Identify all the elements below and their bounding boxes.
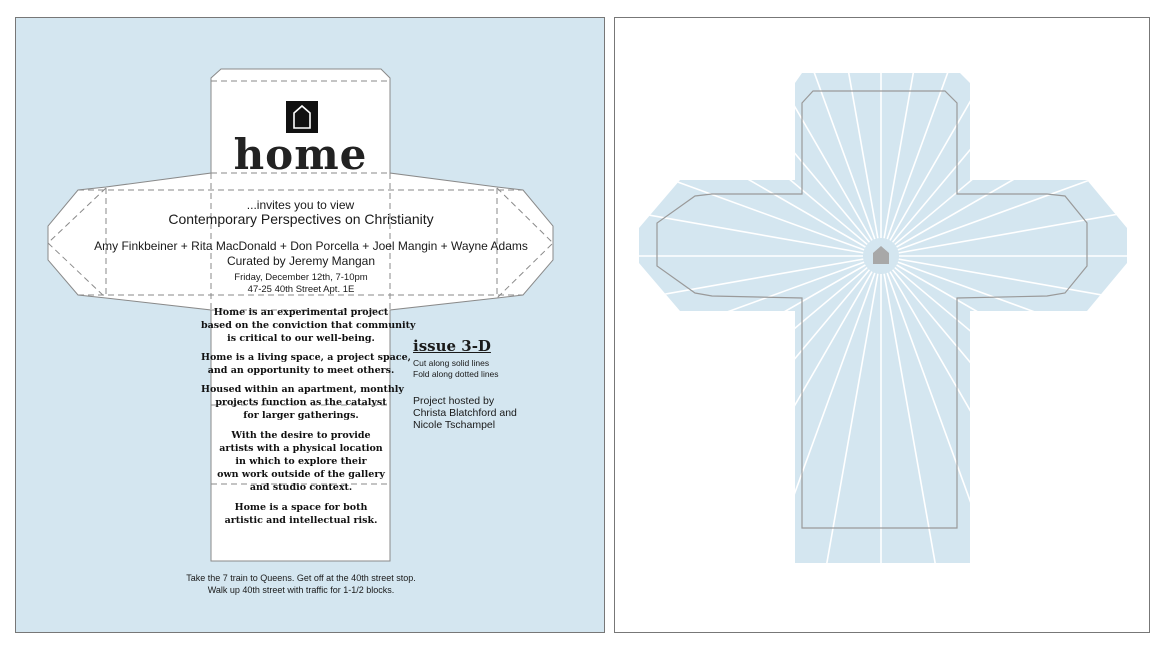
exhibition-title: Contemporary Perspectives on Christianity <box>168 211 434 227</box>
directions: Take the 7 train to Queens. Get off at the 40th street stop. Walk up 40th street with traffic for 1-1/2 blocks. <box>186 573 416 595</box>
hosts-block: Project hosted by Christa Blatchford and Nicole Tschampel <box>413 395 517 431</box>
invitation-back-panel <box>614 17 1150 633</box>
cut-instruction: Cut along solid lines <box>413 358 490 368</box>
manifesto-paragraph-2: Home is a living space, a project space, and an opportunity to meet others. <box>201 352 411 376</box>
issue-label: issue 3-D <box>413 337 491 355</box>
intro-text: ...invites you to view <box>246 198 355 212</box>
event-address: 47-25 40th Street Apt. 1E <box>247 284 355 295</box>
brand-title: home <box>233 130 368 179</box>
cross-back-artwork <box>615 18 1151 634</box>
curator-line: Curated by Jeremy Mangan <box>226 254 376 268</box>
event-date-time: Friday, December 12th, 7-10pm <box>234 272 368 283</box>
invitation-front-panel <box>15 17 605 633</box>
fold-instruction: Fold along dotted lines <box>413 369 499 379</box>
manifesto-paragraph-5: Home is a space for both artistic and intellectual risk. <box>224 502 378 526</box>
artists-list: Amy Finkbeiner + Rita MacDonald + Don Porcella + Joel Mangin + Wayne Adams <box>94 239 528 253</box>
manifesto-paragraph-3: Housed within an apartment, monthly projects function as the catalyst for larger gatherings. <box>201 384 404 421</box>
manifesto-paragraph-4: With the desire to provide artists with a physical location in which to explore their own work outside of the gallery and studio context. <box>217 430 385 493</box>
house-icon <box>286 101 318 133</box>
manifesto-paragraph-1: Home is an experimental project based on the conviction that community is critical to our well-being. <box>201 307 416 344</box>
